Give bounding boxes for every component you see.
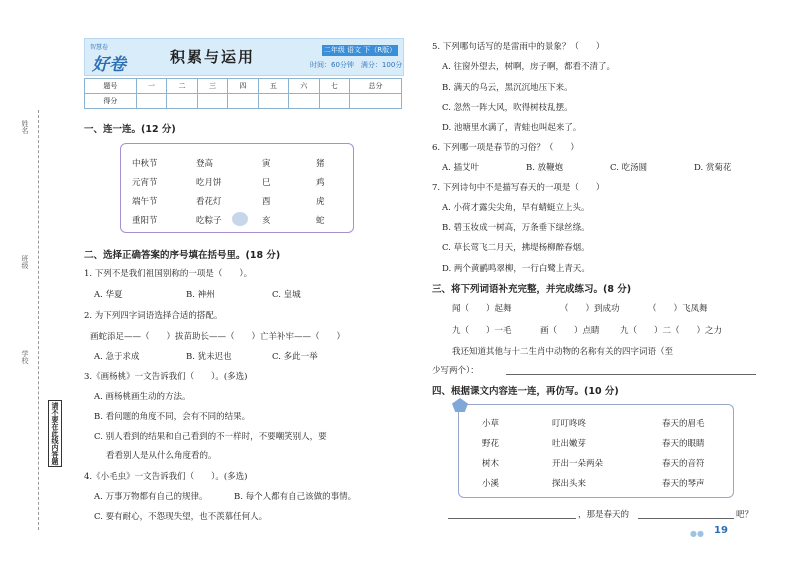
q2-opt-c[interactable]: C. 多此一举: [272, 352, 318, 362]
class-label: 班级: [21, 255, 29, 269]
match-col1: [132, 155, 158, 231]
score-head: 七: [319, 79, 349, 94]
section4-title: 四、根据课文内容连一连，再仿写。(10 分): [432, 386, 619, 397]
match-item[interactable]: 开出一朵两朵: [552, 459, 604, 469]
q4: 4.《小毛虫》一文告诉我们（ ）。(多选): [84, 472, 248, 482]
score-head: 一: [136, 79, 166, 94]
match-item[interactable]: 吐出嫩芽: [552, 439, 587, 449]
idiom-6[interactable]: 九（ ）二（ ）之力: [620, 326, 723, 336]
imitate-line-1[interactable]: [448, 518, 576, 519]
idiom-5[interactable]: 画（ ）点睛: [540, 326, 600, 336]
imitate-line-2[interactable]: [638, 518, 734, 519]
score-cell[interactable]: [258, 94, 288, 109]
school-label: 学校: [21, 350, 29, 364]
match-item[interactable]: 酉: [262, 197, 271, 207]
match-item[interactable]: 重阳节: [132, 216, 158, 226]
section2-title: 二、选择正确答案的序号填在括号里。(18 分): [84, 250, 281, 261]
answer-line[interactable]: [506, 374, 756, 375]
match-item[interactable]: 端午节: [132, 197, 158, 207]
match-item[interactable]: 春天的眉毛: [662, 419, 705, 429]
match-item[interactable]: 中秋节: [132, 159, 158, 169]
q3-opt-c[interactable]: C. 别人看到的结果和自己看到的不一样时，不要嘲笑别人，要: [94, 432, 327, 442]
score-head: 二: [167, 79, 197, 94]
match-item[interactable]: 春天的眼睛: [662, 439, 705, 449]
match-item[interactable]: 小溪: [482, 479, 500, 489]
match-item[interactable]: 探出头来: [552, 479, 587, 489]
grade-badge: 二年级 语文 下（R版）: [323, 46, 397, 54]
score-head: 四: [228, 79, 258, 94]
score-head: 总分: [350, 79, 402, 94]
time-score: 时间：60分钟 满分：100分: [310, 61, 403, 69]
q1-opt-b[interactable]: B. 神州: [186, 290, 215, 300]
idiom-1[interactable]: 闻（ ）起舞: [452, 304, 512, 314]
q7: 7. 下列诗句中不是描写春天的一项是（ ）: [432, 183, 605, 193]
q1-opt-c[interactable]: C. 皇城: [272, 290, 301, 300]
q3-opt-b[interactable]: B. 看问题的角度不同，会有不同的结果。: [94, 412, 251, 422]
match-col3: [262, 155, 271, 231]
q6-opt-d[interactable]: D. 赏菊花: [694, 163, 732, 173]
match-col4: [316, 155, 325, 231]
q1: 1. 下列不是我们祖国别称的一项是（ ）。: [84, 269, 253, 279]
idiom-prompt: 我还知道其他与十二生肖中动物的名称有关的四字词语（至: [452, 347, 674, 357]
cartoon-icon: [232, 212, 248, 226]
q4-opt-b[interactable]: B. 每个人都有自己该做的事情。: [234, 492, 357, 502]
section1-title: 一、连一连。(12 分): [84, 124, 176, 135]
match-item[interactable]: 登高: [196, 159, 214, 169]
q7-opt-a[interactable]: A. 小荷才露尖尖角，早有蜻蜓立上头。: [442, 203, 590, 213]
q7-opt-d[interactable]: D. 两个黄鹂鸣翠柳，一行白鹭上青天。: [442, 264, 590, 274]
score-cell[interactable]: [167, 94, 197, 109]
match-item[interactable]: 春天的琴声: [662, 479, 705, 489]
binding-line: [38, 110, 39, 530]
score-cell[interactable]: [197, 94, 227, 109]
section3-title: 三、将下列词语补充完整，并完成练习。(8 分): [432, 284, 632, 295]
idiom-3[interactable]: （ ）飞凤舞: [648, 304, 708, 314]
s4-col2: [552, 414, 603, 494]
match-item[interactable]: 寅: [262, 159, 271, 169]
match-item[interactable]: 春天的音符: [662, 459, 705, 469]
q5-opt-d[interactable]: D. 池塘里水满了，青蛙也叫起来了。: [442, 123, 582, 133]
match-item[interactable]: 虎: [316, 197, 325, 207]
score-label: 得分: [85, 94, 137, 109]
name-label: 姓名: [21, 120, 29, 134]
match-item[interactable]: 鸡: [316, 178, 325, 188]
match-item[interactable]: 小草: [482, 419, 500, 429]
idiom-4[interactable]: 九（ ）一毛: [452, 326, 512, 336]
q2: 2. 为下列四字词语选择合适的搭配。: [84, 311, 223, 321]
logo-text: 好卷: [92, 55, 126, 75]
match-item[interactable]: 亥: [262, 216, 271, 226]
imitate-end: 吧？: [736, 510, 754, 520]
match-item[interactable]: 蛇: [316, 216, 325, 226]
s4-col3: [662, 414, 705, 494]
match-item[interactable]: 猪: [316, 159, 325, 169]
q1-opt-a[interactable]: A. 华夏: [94, 290, 123, 300]
score-cell[interactable]: [319, 94, 349, 109]
q3: 3.《画杨桃》一文告诉我们（ ）。(多选): [84, 372, 248, 382]
q2-opt-b[interactable]: B. 犹未迟也: [186, 352, 232, 362]
q5-opt-a[interactable]: A. 往窗外望去，树啊，房子啊，都看不清了。: [442, 62, 616, 72]
match-item[interactable]: 看花灯: [196, 197, 222, 207]
page-number: 19: [714, 525, 728, 536]
score-head: 五: [258, 79, 288, 94]
s4-col1: [482, 414, 499, 494]
q3-opt-c-cont: 看看别人是从什么角度看的。: [106, 451, 217, 461]
page-title: 积累与运用: [170, 48, 256, 66]
logo-small: 智慧卷: [90, 44, 109, 51]
binding-note: 请不要在此线内答题: [48, 400, 62, 467]
q4-opt-a[interactable]: A. 万事万物都有自己的规律。: [94, 492, 208, 502]
idiom-2[interactable]: （ ）到成功: [560, 304, 620, 314]
q7-opt-b[interactable]: B. 碧玉妆成一树高，万条垂下绿丝绦。: [442, 223, 590, 233]
q7-opt-c[interactable]: C. 草长莺飞二月天，拂堤杨柳醉春烟。: [442, 243, 590, 253]
match-item[interactable]: 巳: [262, 178, 271, 188]
score-head: 三: [197, 79, 227, 94]
score-cell[interactable]: [136, 94, 166, 109]
match-item[interactable]: 树木: [482, 459, 500, 469]
score-cell[interactable]: [350, 94, 402, 109]
logo: [86, 36, 150, 76]
match-item[interactable]: 吃粽子: [196, 216, 222, 226]
q6-opt-b[interactable]: B. 放鞭炮: [526, 163, 564, 173]
score-cell[interactable]: [228, 94, 258, 109]
q5: 5. 下列哪句话写的是雷雨中的景象？（ ）: [432, 42, 605, 52]
score-table: [84, 78, 402, 109]
score-cell[interactable]: [289, 94, 319, 109]
q5-opt-b[interactable]: B. 满天的乌云，黑沉沉地压下来。: [442, 83, 573, 93]
q6: 6. 下列哪一项是春节的习俗？（ ）: [432, 143, 579, 153]
score-head: 题号: [85, 79, 137, 94]
match-item[interactable]: 野花: [482, 439, 500, 449]
q4-opt-c[interactable]: C. 要有耐心，不怨现失望，也不羡慕任何人。: [94, 512, 268, 522]
dots-decoration: ●●: [690, 529, 704, 538]
q2-opt-a[interactable]: A. 急于求成: [94, 352, 140, 362]
match-item[interactable]: 元宵节: [132, 178, 158, 188]
score-head: 六: [289, 79, 319, 94]
q3-opt-a[interactable]: A. 画杨桃画生动的方法。: [94, 392, 191, 402]
match-item[interactable]: 叮叮咚咚: [552, 419, 587, 429]
q6-opt-c[interactable]: C. 吃汤圆: [610, 163, 648, 173]
q5-opt-c[interactable]: C. 忽然一阵大风，吹得树枝乱摆。: [442, 103, 573, 113]
q6-opt-a[interactable]: A. 插艾叶: [442, 163, 480, 173]
idiom-prompt-cont: 少写两个）：: [432, 366, 479, 376]
q2-pairs[interactable]: 画蛇添足——（ ）拔苗助长——（ ）亡羊补牢——（ ）: [90, 332, 346, 342]
match-item[interactable]: 吃月饼: [196, 178, 222, 188]
match-col2: [196, 155, 222, 231]
imitate-text: ，那是春天的: [578, 510, 630, 520]
